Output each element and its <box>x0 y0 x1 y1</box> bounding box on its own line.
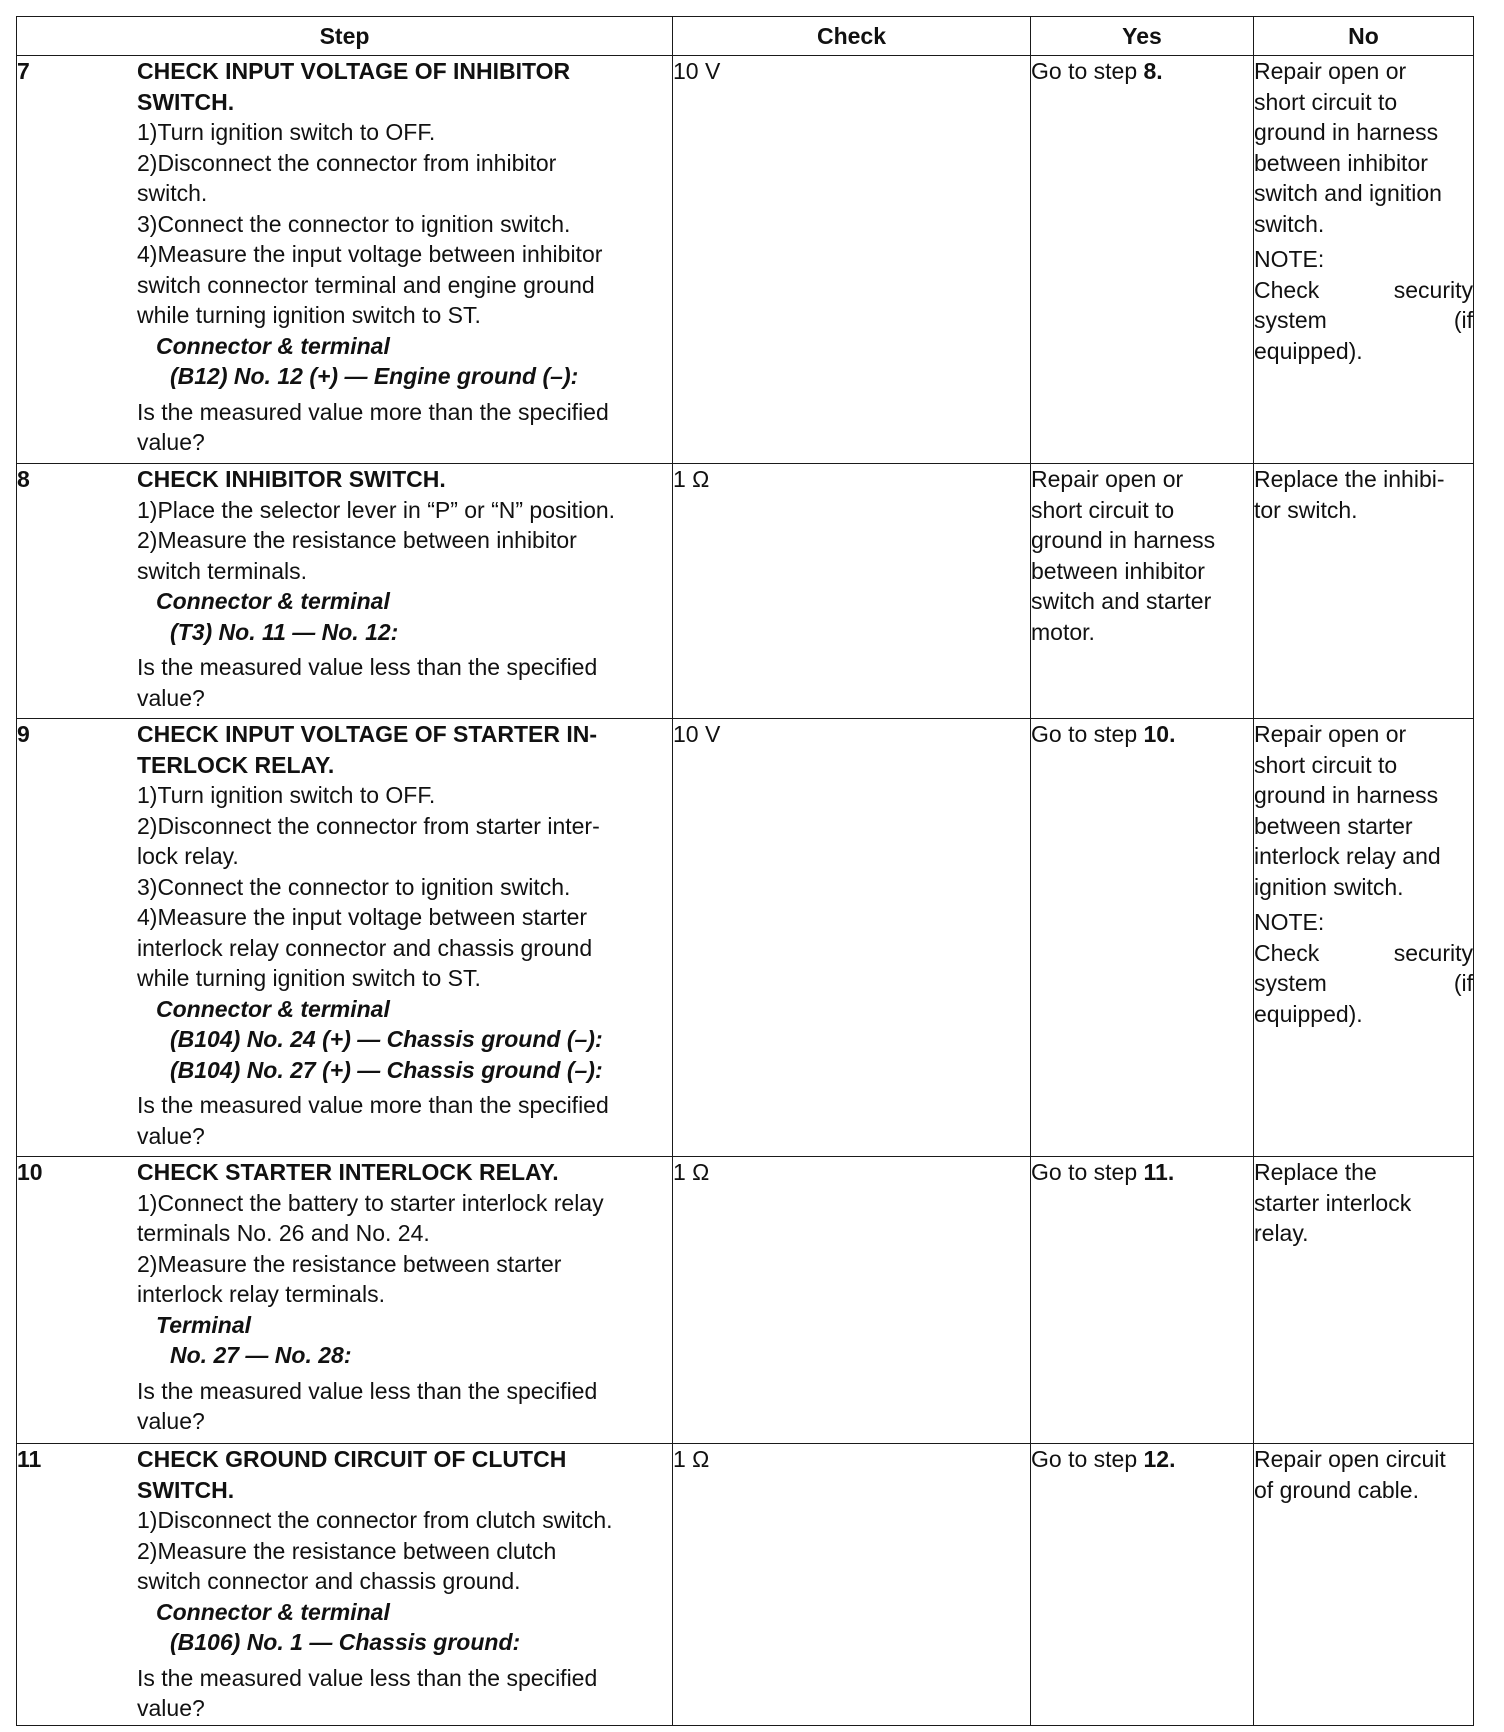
connector-spec: (B12) No. 12 (+) — Engine ground (–): <box>170 363 579 389</box>
step-instructions: 1)Turn ignition switch to OFF. 2)Disconnect the connector from starter inter- lock relay. 3)Connect the connector to ignition switch. 4)Measure the input voltage between starter interlock relay connector and chassis ground while turning ignition switch to ST. <box>137 782 600 991</box>
connector-label: Connector & terminal <box>156 995 390 1022</box>
yes-step-link: 10. <box>1143 721 1176 747</box>
connector-spec: (B104) No. 27 (+) — Chassis ground (–): <box>170 1056 603 1083</box>
no-cell <box>1254 719 1474 1157</box>
connector-label: Connector & terminal <box>156 588 390 614</box>
step-instructions: 1)Disconnect the connector from clutch switch. 2)Measure the resistance between clutch switch connector and chassis ground. <box>137 1507 613 1594</box>
yes-cell <box>1031 1157 1254 1444</box>
step-cell <box>17 1157 673 1444</box>
step-title: CHECK INHIBITOR SWITCH. <box>137 466 446 492</box>
step-instructions: 1)Place the selector lever in “P” or “N” position. 2)Measure the resistance between inhibitor switch terminals. <box>137 496 616 584</box>
step-title: CHECK INPUT VOLTAGE OF INHIBITOR SWITCH. <box>137 58 571 115</box>
no-cell: Repair open circuit of ground cable. <box>1254 1444 1474 1726</box>
check-value: 10 V <box>673 56 1031 464</box>
step-question: Is the measured value more than the specified value? <box>137 398 609 455</box>
yes-cell <box>1031 719 1254 1157</box>
step-instructions: 1)Turn ignition switch to OFF. 2)Disconnect the connector from inhibitor switch. 3)Connect the connector to ignition switch. 4)Measure the input voltage between inhibitor switch connector terminal and engine ground while turning ignition switch to ST. <box>137 119 603 328</box>
step-number: 11 <box>17 1446 42 1472</box>
check-value: 10 V <box>673 719 1031 1157</box>
step-number: 9 <box>17 721 30 747</box>
header-yes: Yes <box>1031 17 1254 56</box>
header-row <box>17 17 1474 56</box>
no-cell <box>1254 56 1474 464</box>
yes-prefix: Go to step <box>1031 58 1144 84</box>
terminal-label: Terminal <box>156 1311 252 1338</box>
step-question: Is the measured value less than the specified value? <box>137 1664 598 1721</box>
note-label: NOTE: <box>1254 246 1325 272</box>
step-cell <box>17 1444 673 1726</box>
no-cell: Replace the inhibi- tor switch. <box>1254 464 1474 719</box>
step-number: 8 <box>17 466 30 492</box>
step-title: CHECK GROUND CIRCUIT OF CLUTCH SWITCH. <box>137 1446 567 1503</box>
no-action: Repair open or short circuit to ground in harness between inhibitor switch and ignition switch. <box>1254 58 1442 237</box>
table-row <box>17 464 1474 719</box>
connector-spec: (T3) No. 11 — No. 12: <box>170 618 399 645</box>
table-row <box>17 1444 1474 1726</box>
yes-prefix: Go to step <box>1031 1159 1144 1185</box>
check-value: 1 Ω <box>673 1157 1031 1444</box>
yes-cell: Repair open or short circuit to ground in harness between inhibitor switch and starter motor. <box>1031 464 1254 719</box>
yes-cell <box>1031 1444 1254 1726</box>
step-question: Is the measured value less than the specified value? <box>137 1377 598 1434</box>
step-number: 10 <box>17 1159 43 1185</box>
note-block: NOTE: Check security system (if equipped). <box>1254 246 1473 364</box>
header-check: Check <box>673 17 1031 56</box>
yes-step-link: 8. <box>1143 58 1163 84</box>
yes-step-link: 11. <box>1143 1159 1175 1185</box>
note-block: NOTE: Check security system (if equipped). <box>1254 909 1473 1027</box>
step-number: 7 <box>17 58 30 84</box>
note-label: NOTE: <box>1254 909 1325 935</box>
step-question: Is the measured value more than the specified value? <box>137 1092 609 1149</box>
yes-prefix: Go to step <box>1031 721 1144 747</box>
check-value: 1 Ω <box>673 464 1031 719</box>
table-row <box>17 719 1474 1157</box>
no-action: Repair open or short circuit to ground in harness between starter interlock relay and ignition switch. <box>1254 721 1441 900</box>
yes-prefix: Go to step <box>1031 1446 1144 1472</box>
table-row <box>17 56 1474 464</box>
diagnostic-table <box>16 16 1474 1726</box>
step-cell <box>17 464 673 719</box>
check-value: 1 Ω <box>673 1444 1031 1726</box>
step-title: CHECK STARTER INTERLOCK RELAY. <box>137 1159 559 1185</box>
header-step: Step <box>17 17 673 56</box>
step-question: Is the measured value less than the specified value? <box>137 654 598 711</box>
table-row <box>17 1157 1474 1444</box>
terminal-spec: No. 27 — No. 28: <box>170 1342 352 1368</box>
header-no: No <box>1254 17 1474 56</box>
step-cell <box>17 56 673 464</box>
connector-label: Connector & terminal <box>156 332 390 359</box>
step-title: CHECK INPUT VOLTAGE OF STARTER IN- TERLOCK RELAY. <box>137 721 597 778</box>
yes-cell <box>1031 56 1254 464</box>
connector-spec: (B106) No. 1 — Chassis ground: <box>170 1629 521 1655</box>
connector-spec: (B104) No. 24 (+) — Chassis ground (–): <box>170 1026 603 1052</box>
no-cell: Replace the starter interlock relay. <box>1254 1157 1474 1444</box>
step-instructions: 1)Connect the battery to starter interlock relay terminals No. 26 and No. 24. 2)Measure the resistance between starter interlock relay terminals. <box>137 1189 604 1307</box>
yes-step-link: 12. <box>1143 1446 1176 1472</box>
step-cell <box>17 719 673 1157</box>
connector-label: Connector & terminal <box>156 1598 390 1625</box>
